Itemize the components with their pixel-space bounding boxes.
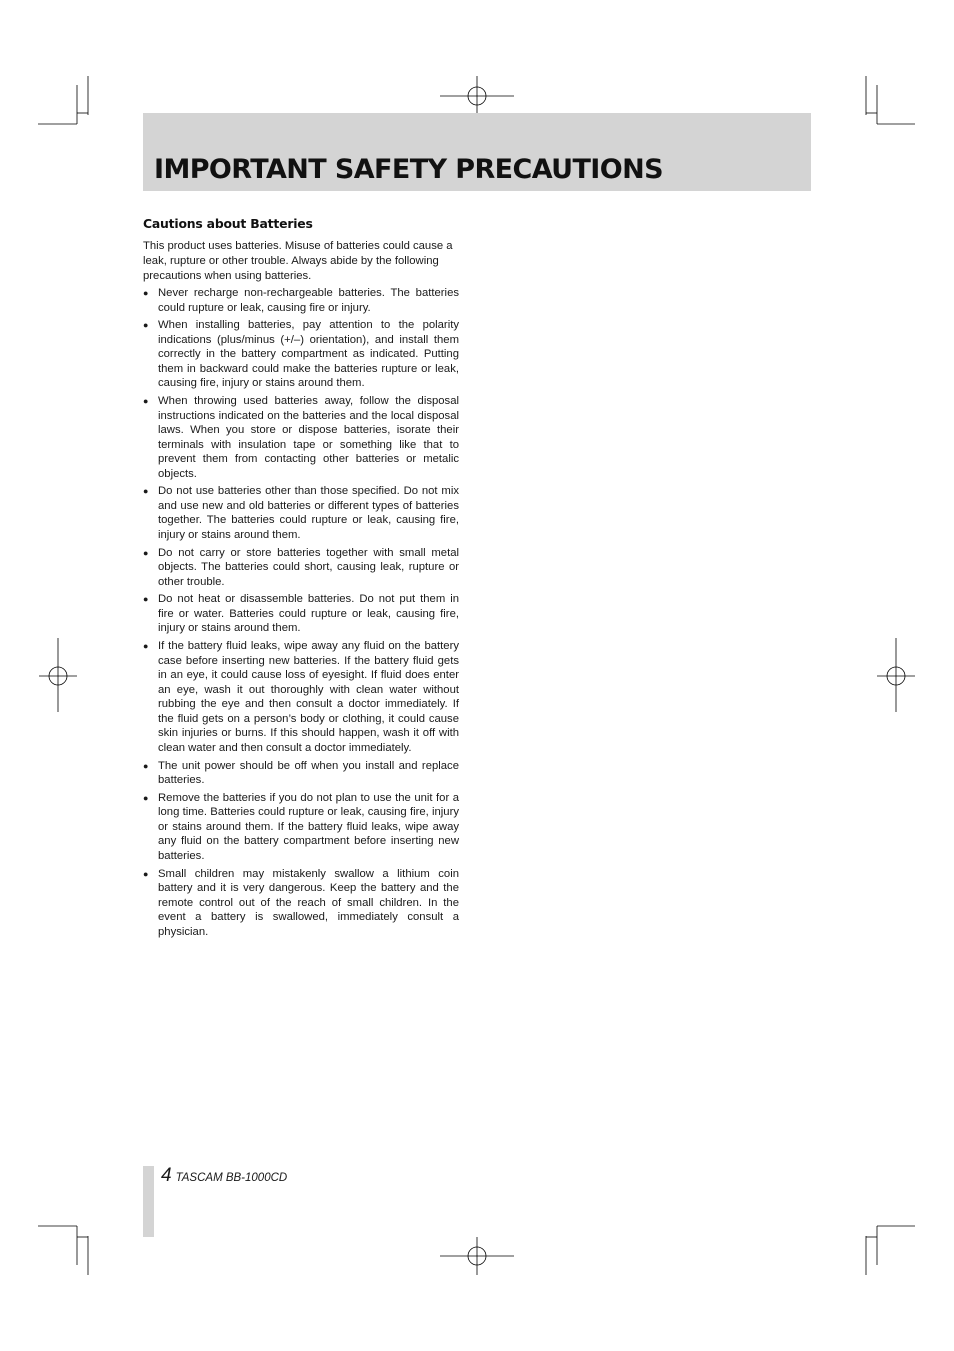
footer-accent-bar — [143, 1166, 154, 1237]
intro-paragraph: This product uses batteries. Misuse of batteries could cause a leak, rupture or other trouble. Always abide by the following precautions when using batteries. — [143, 240, 453, 282]
crop-mark-top-right — [866, 76, 915, 124]
list-item — [143, 318, 459, 391]
list-item-text: The unit power should be off when you install and replace batteries. — [158, 759, 459, 787]
page-number: 4 — [161, 1165, 172, 1186]
battery-cautions-section — [143, 215, 459, 942]
registration-mark-right — [877, 638, 915, 712]
list-item-text: Do not use batteries other than those specified. Do not mix and use new and old batteries or different types of batteries together. The batteries could rupture or leak, causing fire, injury or stains around them. — [158, 485, 459, 541]
registration-mark-left — [39, 638, 77, 712]
list-item-text: Small children may mistakenly swallow a lithium coin battery and it is very dangerous. Keep the battery and the remote control out of the reach of small children. In the event a battery is swallowed, immediately consult a physician. — [158, 867, 459, 938]
list-item — [143, 286, 459, 315]
bullet-icon: ● — [143, 396, 149, 407]
section-heading: Cautions about Batteries — [143, 216, 313, 231]
bullet-icon: ● — [143, 547, 149, 558]
footer-brand-model: TASCAM BB-1000CD — [175, 1172, 288, 1184]
page-title: IMPORTANT SAFETY PRECAUTIONS — [154, 154, 663, 185]
list-item-text: Remove the batteries if you do not plan to use the unit for a long time. Batteries could rupture or leak, causing fire, injury or stains around them. If the battery fluid leaks, wipe away any fluid on the battery compartment before inserting new batteries. — [158, 791, 459, 862]
bullet-icon: ● — [143, 760, 149, 771]
list-item-text: Never recharge non-rechargeable batteries. The batteries could rupture or leak, causing fire or injury. — [158, 287, 459, 314]
bullet-icon: ● — [143, 641, 149, 652]
bullet-icon: ● — [143, 288, 149, 298]
crop-mark-bottom-right — [866, 1226, 915, 1275]
list-item-text: Do not carry or store batteries together with small metal objects. The batteries could short, causing leak, rupture or other trouble. — [158, 546, 459, 588]
list-item-text: When installing batteries, pay attention to the polarity indications (plus/minus (+/–) orientation), and install them correctly in the battery compartment as indicated. Putting them in backward could make the batteries rupture or leak, causing fire, injury or stains around them. — [158, 319, 459, 390]
list-item — [143, 546, 459, 590]
precautions-list — [143, 286, 459, 939]
crop-mark-bottom-left — [38, 1226, 88, 1275]
list-item — [143, 592, 459, 636]
page-footer — [161, 1165, 287, 1187]
list-item-text: When throwing used batteries away, follow the disposal instructions indicated on the batteries and the local disposal laws. When you store or dispose batteries, isorate their terminals with insulation tape or something like that to prevent them from contacting other batteries or metalic objects. — [158, 395, 459, 480]
crop-mark-top-left — [38, 76, 88, 124]
bullet-icon: ● — [143, 486, 149, 497]
bullet-icon: ● — [143, 320, 149, 331]
list-item — [143, 639, 459, 755]
list-item — [143, 759, 459, 788]
bullet-icon: ● — [143, 792, 149, 803]
list-item — [143, 394, 459, 481]
list-item-text: Do not heat or disassemble batteries. Do not put them in fire or water. Batteries could rupture or leak, causing fire, injury or stains around them. — [158, 593, 459, 635]
list-item — [143, 791, 459, 864]
list-item — [143, 484, 459, 542]
bullet-icon: ● — [143, 868, 149, 879]
registration-mark-bottom — [440, 1237, 514, 1275]
list-item-text: If the battery fluid leaks, wipe away any fluid on the battery case before inserting new batteries. If the battery fluid gets in an eye, it could cause loss of eyesight. If fluid does enter an eye, wash it out thoroughly with clean water without rubbing the eye and then consult a doctor immediately. If the fluid gets on a person’s body or clothing, it could cause skin injuries or burns. If this should happen, wash it off with clean water and then consult a doctor immediately. — [158, 640, 459, 754]
title-banner — [143, 113, 811, 191]
list-item — [143, 867, 459, 940]
registration-mark-top — [440, 76, 514, 114]
bullet-icon: ● — [143, 594, 149, 605]
